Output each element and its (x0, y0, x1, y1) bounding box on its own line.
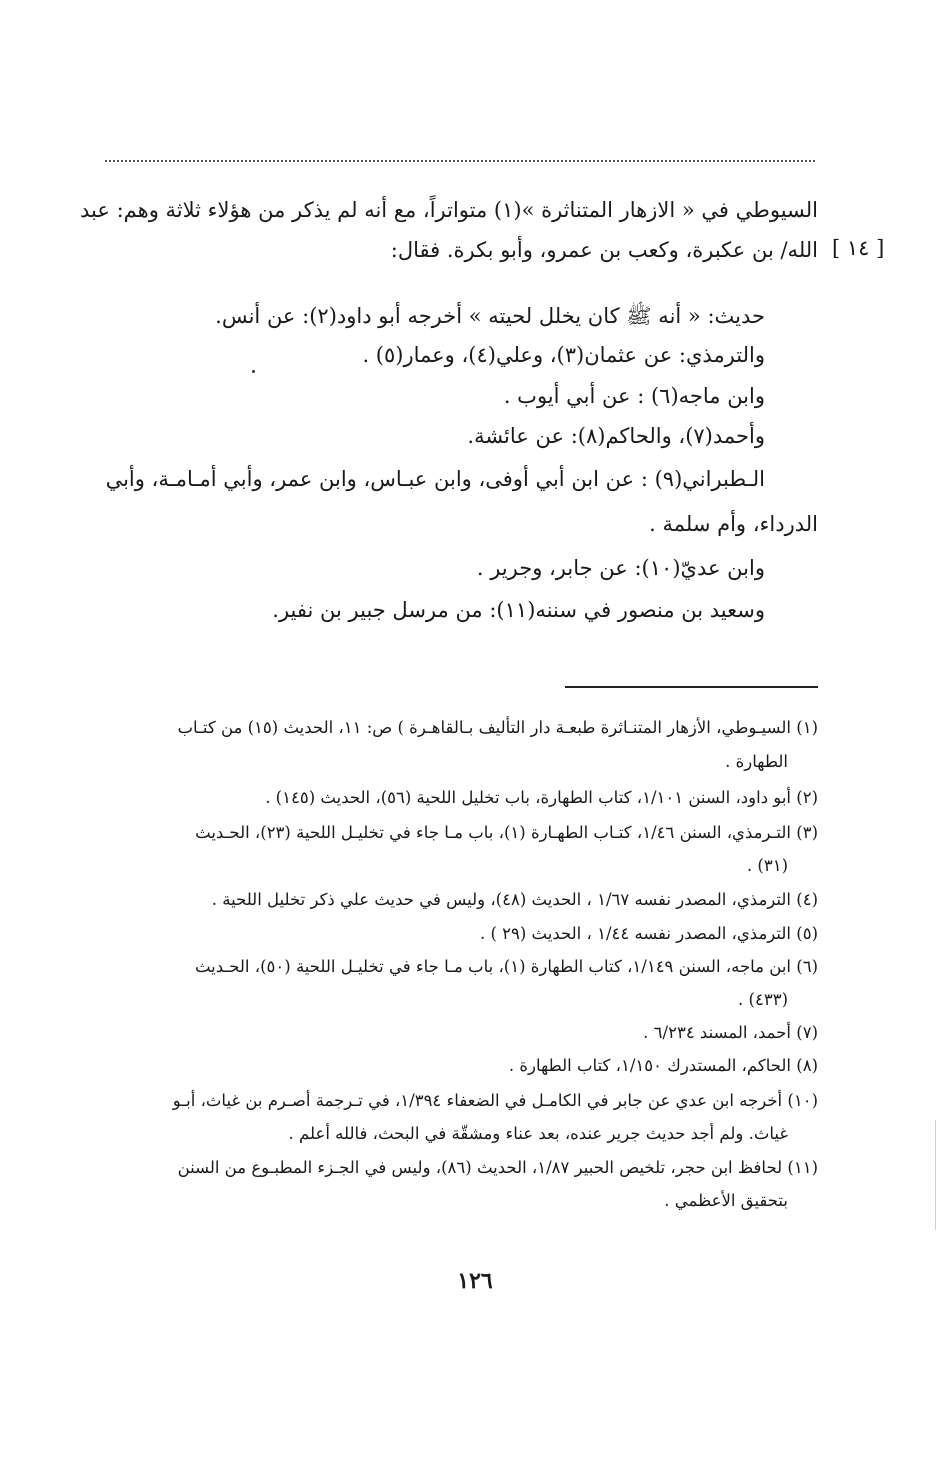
footnote-6: (٦) ابن ماجه، السنن ١/١٤٩، كتاب الطهارة (١)، باب مـا جاء في تخليـل اللحية (٥٠)، الحـديث (194, 957, 818, 976)
footnote-1: (١) السيـوطي، الأزهار المتنـاثرة طبعـة دار التأليف بـالقاهـرة ) ص: ١١، الحديث (١٥) من كتـاب (177, 718, 818, 737)
saeed-line: وسعيد بن منصور في سننه(١١): من مرسل جبير بن نفير. (272, 598, 765, 622)
scan-edge-line (935, 1120, 936, 1230)
ibn-adi-line: وابن عديّ(١٠): عن جابر، وجرير . (476, 556, 765, 580)
stray-dot (252, 370, 255, 373)
footnote-5: (٥) الترمذي، المصدر نفسه ١/٤٤ ، الحديث (٢٩ ) . (479, 924, 818, 943)
page-number: ١٢٦ (457, 1268, 493, 1294)
tirmidhi-line: والترمذي: عن عثمان(٣)، وعلي(٤)، وعمار(٥) . (362, 343, 765, 367)
footnote-11-cont: بتحقيق الأعظمي . (664, 1191, 788, 1210)
ahmad-line: وأحمد(٧)، والحاكم(٨): عن عائشة. (467, 424, 765, 448)
footnote-10-cont: غياث. ولم أجد حديث جرير عنده، بعد عناء ومشقّة في البحث، فالله أعلم . (288, 1124, 788, 1143)
header-dotted-rule (105, 160, 815, 162)
tabarani-line-2: الدرداء، وأم سلمة . (649, 512, 818, 536)
hadith-line: حديث: « أنه ﷺ كان يخلل لحيته » أخرجه أبو داود(٢): عن أنس. (215, 304, 765, 328)
footnote-separator (565, 686, 818, 688)
footnote-11: (١١) لحافظ ابن حجر، تلخيص الحبير ١/٨٧، الحديث (٨٦)، وليس في الجـزء المطبـوع من السنن (177, 1158, 818, 1177)
body-line-2: الله/ بن عكبرة، وكعب بن عمرو، وأبو بكرة. فقال: (390, 238, 818, 262)
body-line-1: السيوطي في « الازهار المتناثرة »(١) متواتراً، مع أنه لم يذكر من هؤلاء ثلاثة وهم: عبد (80, 198, 818, 222)
footnote-7: (٧) أحمد، المسند ٦/٢٣٤ . (643, 1023, 818, 1042)
footnote-3-cont: (٣١) . (746, 856, 788, 875)
footnote-1-cont: الطهارة . (725, 752, 788, 771)
footnote-6-cont: (٤٣٣) . (738, 990, 788, 1009)
footnote-2: (٢) أبو داود، السنن ١/١٠١، كتاب الطهارة، باب تخليل اللحية (٥٦)، الحديث (١٤٥) . (265, 788, 818, 807)
ibn-majah-line: وابن ماجه(٦) : عن أبي أيوب . (503, 384, 765, 408)
footnote-3: (٣) التـرمذي، السنن ١/٤٦، كتـاب الطهـارة (١)، باب مـا جاء في تخليـل اللحية (٢٣)، الحـديث (195, 823, 818, 842)
footnote-4: (٤) الترمذي، المصدر نفسه ١/٦٧ ، الحديث (٤٨)، وليس في حديث علي ذكر تخليل اللحية . (211, 890, 818, 909)
manuscript-folio-ref: [ ١٤ ] (832, 236, 885, 260)
tabarani-line-1: الـطبراني(٩) : عن ابن أبي أوفى، وابن عبـاس، وابن عمر، وأبي أمـامـة، وأبي (105, 467, 765, 491)
footnote-8: (٨) الحاكم، المستدرك ١/١٥٠، كتاب الطهارة . (508, 1056, 818, 1075)
footnote-10: (١٠) أخرجه ابن عدي عن جابر في الكامـل في الضعفاء ١/٣٩٤، في تـرجمة أصـرم بن غياث، أبـو (172, 1091, 818, 1110)
